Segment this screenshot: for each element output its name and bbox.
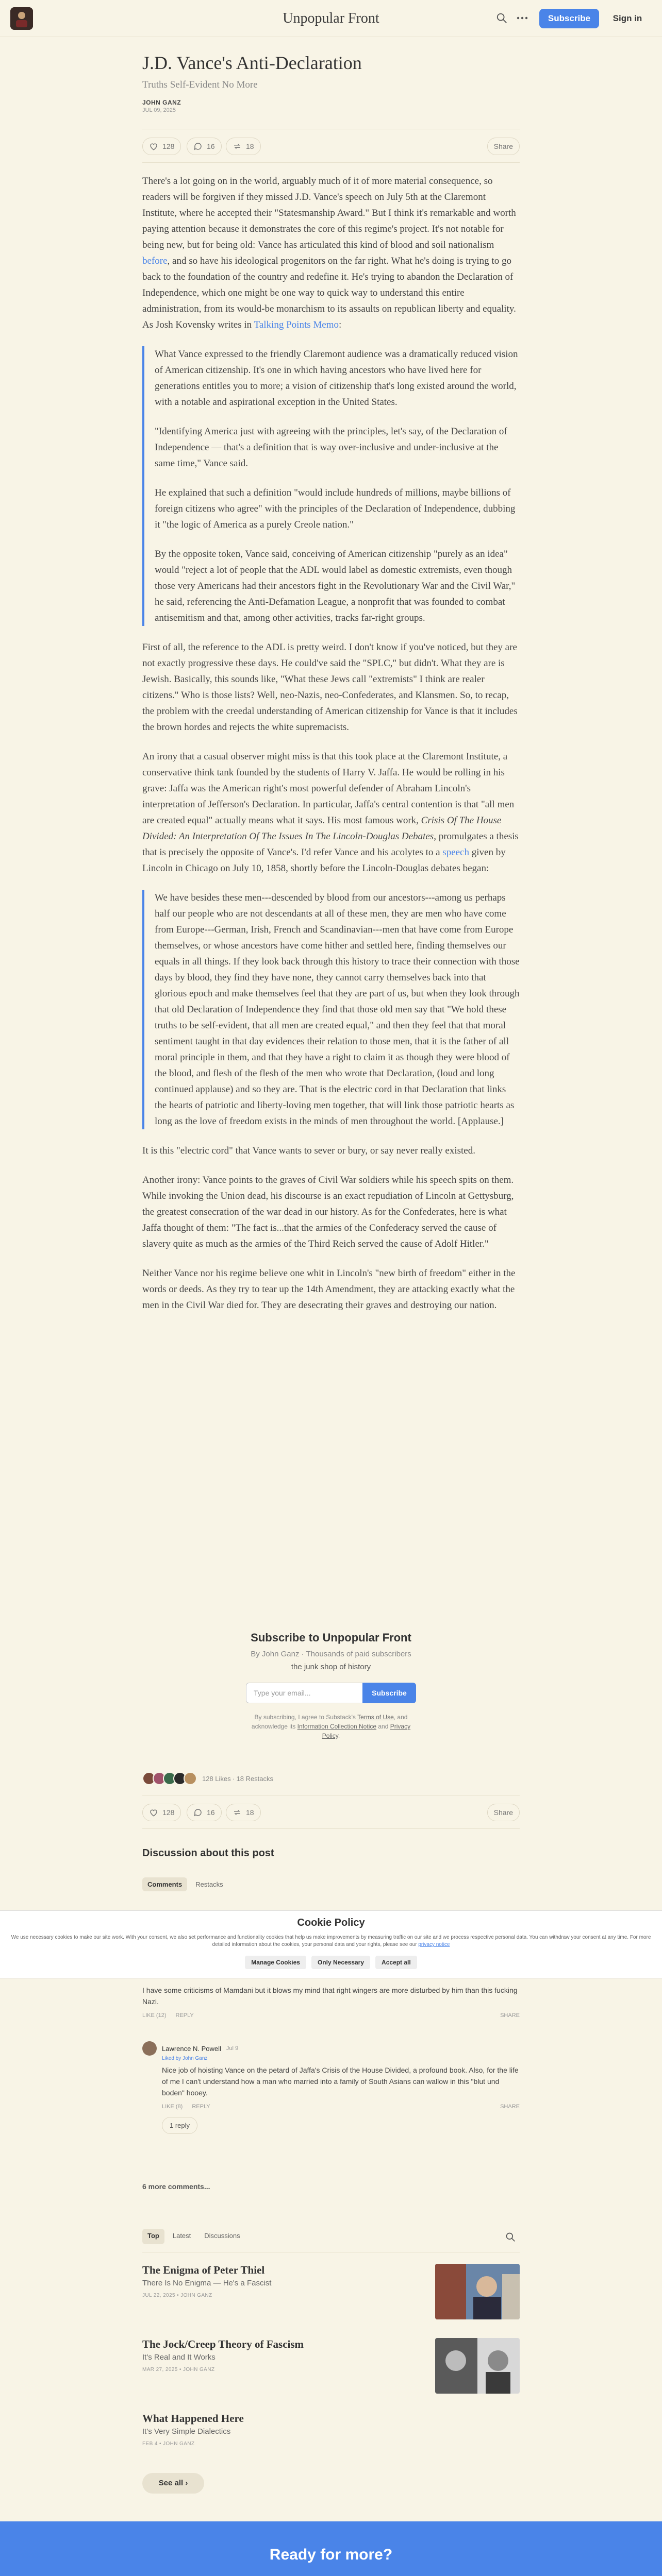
post-item-title: What Happened Here (142, 2412, 244, 2425)
post-item-meta: JUL 22, 2025 • JOHN GANZ (142, 2293, 212, 2298)
collection-notice-link[interactable]: Information Collection Notice (297, 1723, 377, 1730)
comment-time: Jul 9 (226, 2045, 239, 2052)
comment-share-button[interactable]: SHARE (500, 2104, 520, 2110)
blockquote: We have besides these men---descended by blood from our ancestors---among us perhaps half our people who are not descendants at all of these men, they are men who have come from Europe---German, Irish, French and Scandinavian---men that have come from Europe themselves, or whose ancestors have come hither and settled here, finding themselves our equals in all things. If they look back through this history to trace their connection with those days by blood, they find they have none, they cannot carry themselves back into that glorious epoch and make themselves feel that they are part of us, but when they look through that old Declaration of Independence they find that those old men say that "We hold these truths to be self-evident, that all men are created equal," and then they feel that that moral sentiment taught in that day evidences their relation to those men, that it is the father of all moral principle in them, and that they have a right to claim it as though they were blood of the blood, and flesh of the flesh of the men who wrote that Declaration, (loud and long continued applause) and so they are. That is the electric cord in that Declaration that links the hearts of patriotic and liberty-loving men together, that will link those patriotic hearts as long as the love of freedom exists in the minds of men throughout the world. [Applause.] (142, 890, 520, 1129)
like-button[interactable] (142, 1804, 181, 1821)
post-subtitle: Truths Self-Evident No More (142, 79, 258, 90)
liked-by-author-badge: Liked by John Ganz (162, 2056, 208, 2061)
more-icon[interactable] (516, 12, 529, 24)
archive-post[interactable] (142, 2412, 520, 2447)
avatar (184, 1772, 197, 1785)
site-title[interactable]: Unpopular Front (283, 10, 379, 26)
archive-post[interactable] (142, 2338, 520, 2372)
cookie-buttons (0, 1956, 662, 1969)
tab-latest[interactable]: Latest (172, 2232, 191, 2240)
see-all-button[interactable]: See all › (142, 2473, 204, 2494)
comment-button[interactable] (187, 138, 222, 155)
comment-button[interactable] (187, 1804, 222, 1821)
archive-tabs (142, 2229, 520, 2252)
subscribe-byline: By John Ganz · Thousands of paid subscribers (251, 1650, 411, 1658)
link-speech[interactable]: speech (442, 847, 469, 858)
subscribe-button[interactable]: Subscribe (539, 9, 599, 28)
privacy-link[interactable]: Privacy Policy (322, 1723, 411, 1739)
tab-top[interactable]: Top (142, 2229, 164, 2244)
share-button[interactable]: Share (487, 138, 520, 155)
manage-cookies-button[interactable]: Manage Cookies (245, 1956, 306, 1969)
likes-summary-row[interactable] (142, 1768, 273, 1789)
top-bar (0, 0, 662, 37)
comment-header (142, 2041, 520, 2056)
likes-summary: 128 Likes ∙ 18 Restacks (202, 1774, 274, 1783)
heart-icon (149, 142, 158, 151)
only-necessary-button[interactable]: Only Necessary (311, 1956, 370, 1969)
post-thumbnail (435, 2264, 520, 2319)
comment-like-button[interactable]: LIKE (12) (142, 2012, 167, 2019)
paragraph: An irony that a casual observer might miss is that this took place at the Claremont Institute, a conservative think tank founded by the students of Harry V. Jaffa. He would be rolling in his grave: Jaffa was the American right's most powerful defender of Abraham Lincoln's interpretation of Jefferson's Declaration. In particular, Jaffa's central contention is that "all men are created equal" actually means what it says. His most famous work, Crisis Of The House Divided: An Interpretation Of The Issues In The Lincoln-Douglas Debates, promulgates a thesis that is precisely the opposite of Vance's. I'd refer Vance and his acolytes to a speech given by Lincoln in Chicago on July 10, 1858, shortly before the Lincoln-Douglas debates began: (142, 751, 519, 874)
restack-button[interactable] (226, 1804, 261, 1821)
comment-actions (162, 2104, 520, 2110)
ready-for-more-banner (0, 2521, 662, 2576)
restack-icon (233, 1808, 242, 1817)
restack-count: 18 (246, 1808, 254, 1817)
post-item-subtitle: It's Real and It Works (142, 2353, 216, 2362)
comment (142, 2041, 520, 2134)
post-thumbnail (435, 2338, 520, 2394)
like-count: 128 (162, 1808, 175, 1817)
subscribe-legal: By subscribing, I agree to Substack's Terms of Use, and acknowledge its Information Collection Notice and Privacy Policy. (251, 1714, 411, 1739)
comment (142, 1985, 520, 2019)
comment-text: I have some criticisms of Mamdani but it blows my mind that right wingers are more disturbed by him than this fucking Nazi. (142, 1986, 518, 2006)
discussion-title: Discussion about this post (142, 1848, 274, 1859)
terms-link[interactable]: Terms of Use (357, 1714, 394, 1721)
post-actions-top (142, 129, 520, 163)
cookie-title: Cookie Policy (297, 1917, 365, 1928)
avatar[interactable] (142, 2041, 157, 2056)
search-icon[interactable] (505, 2232, 516, 2242)
privacy-notice-link[interactable]: privacy notice (418, 1942, 450, 1947)
subscribe-widget (142, 1631, 520, 1740)
subscribe-title: Subscribe to Unpopular Front (251, 1631, 411, 1644)
post-title: J.D. Vance's Anti-Declaration (142, 53, 362, 73)
comment-reply-button[interactable]: REPLY (192, 2104, 210, 2110)
like-button[interactable] (142, 138, 181, 155)
restack-count: 18 (246, 142, 254, 150)
post-item-meta: MAR 27, 2025 • JOHN GANZ (142, 2367, 215, 2372)
accept-all-button[interactable]: Accept all (375, 1956, 417, 1969)
post-item-subtitle: There Is No Enigma — He's a Fascist (142, 2279, 272, 2287)
paragraph: There's a lot going on in the world, arguably much of it of more material consequence, so readers will be forgiven if they missed J.D. Vance's speech on July 5th at the Claremont Institute, where he accepted their "Statesmanship Award." But I think it's remarkable and worth paying attention because it demonstrates the core of this regime's project. It's not notable for being new, but for being old: Vance has articulated this kind of blood and soil nationalism before, and so have his ideological progenitors on the far right. What he's doing is trying to go back to the foundation of the country and redefine it. He's trying to abandon the Declaration of Independence, which one might be one way to quick way to understand this entire administration, from its would-be monarchism to its assaults on republican liberty and equality. As Josh Kovensky writes in Talking Points Memo: (142, 176, 516, 330)
post-body (142, 173, 520, 1327)
email-input[interactable]: Type your email... (246, 1683, 362, 1703)
comment-icon (193, 1808, 203, 1817)
share-button[interactable]: Share (487, 1804, 520, 1821)
heart-icon (149, 1808, 158, 1817)
post-author[interactable]: JOHN GANZ (142, 99, 181, 106)
post-item-title: The Jock/Creep Theory of Fascism (142, 2338, 304, 2350)
ready-title: Ready for more? (269, 2546, 393, 2563)
liker-avatars (142, 1772, 197, 1785)
discussion-tabs (142, 1877, 228, 1891)
tab-restacks[interactable]: Restacks (195, 1880, 223, 1888)
paragraph: Another irony: Vance points to the graves of Civil War soldiers while his speech spits on them. While invoking the Union dead, his discourse is an exact repudiation of Lincoln at Gettysburg, the greatest consecration of the war dead in our history. As for the Confederates, here is what Jaffa thought of them: "The fact is...that the armies of the Confederacy served the cause of slavery quite as much as the armies of the Third Reich served the cause of Adolf Hitler." (142, 1175, 514, 1249)
cookie-banner (0, 1910, 662, 1978)
like-count: 128 (162, 142, 175, 150)
post-header (142, 52, 520, 113)
post-item-meta: FEB 4 • JOHN GANZ (142, 2441, 195, 2447)
tab-comments[interactable]: Comments (142, 1877, 187, 1891)
comment-actions (142, 2012, 520, 2019)
more-comments-link[interactable]: 6 more comments... (142, 2182, 210, 2191)
comment-share-button[interactable]: SHARE (500, 2012, 520, 2019)
paragraph: It is this "electric cord" that Vance wants to sever or bury, or say never really existed. (142, 1145, 475, 1156)
subscribe-form (246, 1683, 416, 1703)
post-date: JUL 09, 2025 (142, 107, 176, 113)
comment-text: Nice job of hoisting Vance on the petard of Jaffa's Crisis of the House Divided, a profound book. Also, for the life of me I can't understand how a man who married into a family of South Asians can wallow in this "blut und boden" hooey. (162, 2066, 519, 2097)
view-replies-button[interactable]: 1 reply (162, 2117, 197, 2134)
comment-like-button[interactable]: LIKE (8) (162, 2104, 183, 2110)
restack-button[interactable] (226, 138, 261, 155)
comment-reply-button[interactable]: REPLY (175, 2012, 194, 2019)
search-icon[interactable] (496, 12, 507, 24)
link-tpm[interactable]: Talking Points Memo (254, 319, 339, 330)
tab-discussions[interactable]: Discussions (204, 2232, 240, 2240)
comment-icon (193, 142, 203, 151)
comment-count: 16 (207, 142, 215, 150)
subscribe-tagline: the junk shop of history (291, 1663, 371, 1671)
comment-count: 16 (207, 1808, 215, 1817)
paragraph: Neither Vance nor his regime believe one whit in Lincoln's "new birth of freedom" either in the words or deeds. As they try to tear up the 14th Amendment, they are attacking exactly what the men in the Civil War died for. They are desecrating their graves and destroying our nation. (142, 1268, 516, 1311)
post-item-subtitle: It's Very Simple Dialectics (142, 2427, 231, 2436)
blockquote: What Vance expressed to the friendly Claremont audience was a dramatically reduced vision of American citizenship. It's one in which having ancestors who have lived here for generations entitles you to more; a vision of citizenship that's long existed around the world, with a notable and aspirational exception in the United States. "Identifying America just with agreeing with the principles, let's say, of the Declaration of Independence — that's a definition that is way over-inclusive and under-inclusive at the same time," Vance said. He explained that such a definition "would include hundreds of millions, maybe billions of foreign citizens who agree" with the principles of the Declaration of Independence, dubbing it "the logic of America as a purely Creole nation." By the opposite token, Vance said, conceiving of American citizenship "purely as an idea" would "reject a lot of people that the ADL would label as domestic extremists, even though those very Americans had their ancestors fight in the Revolutionary War and the Civil War," he said, referencing the Anti-Defamation League, a nonprofit that was founded to combat antisemitism and that, among other activities, tracks far-right groups. (142, 346, 520, 626)
subscribe-submit-button[interactable]: Subscribe (362, 1683, 416, 1703)
post-actions-bottom (142, 1795, 520, 1829)
paragraph: First of all, the reference to the ADL is pretty weird. I don't know if you've noticed, but they are not exactly progressive these days. He could've said the "SPLC," but didn't. What they are is Jewish. Basically, this sounds like, "What these Jews call "extremists" I think are realer citizens." Who is those lists? Well, neo-Nazis, neo-Confederates, and Klansmen. So, to recap, the problem with the creedal understanding of American citizenship for Vance is that it includes the brown hordes and rejects the white supremacists. (142, 642, 518, 733)
restack-icon (233, 142, 242, 151)
cookie-text: We use necessary cookies to make our site work. With your consent, we also set performance and functionality cookies that help us make improvements by measuring traffic on our site and we process respective personal data. You can withdraw your consent at any time. For more detailed information about the cookies, your personal data and your rights, please see our privacy notice (11, 1935, 651, 1947)
comment-author[interactable]: Lawrence N. Powell (162, 2044, 221, 2053)
post-item-title: The Enigma of Peter Thiel (142, 2264, 265, 2276)
link-before[interactable]: before (142, 256, 168, 266)
sign-in-button[interactable]: Sign in (613, 13, 642, 23)
archive-post[interactable] (142, 2264, 520, 2298)
